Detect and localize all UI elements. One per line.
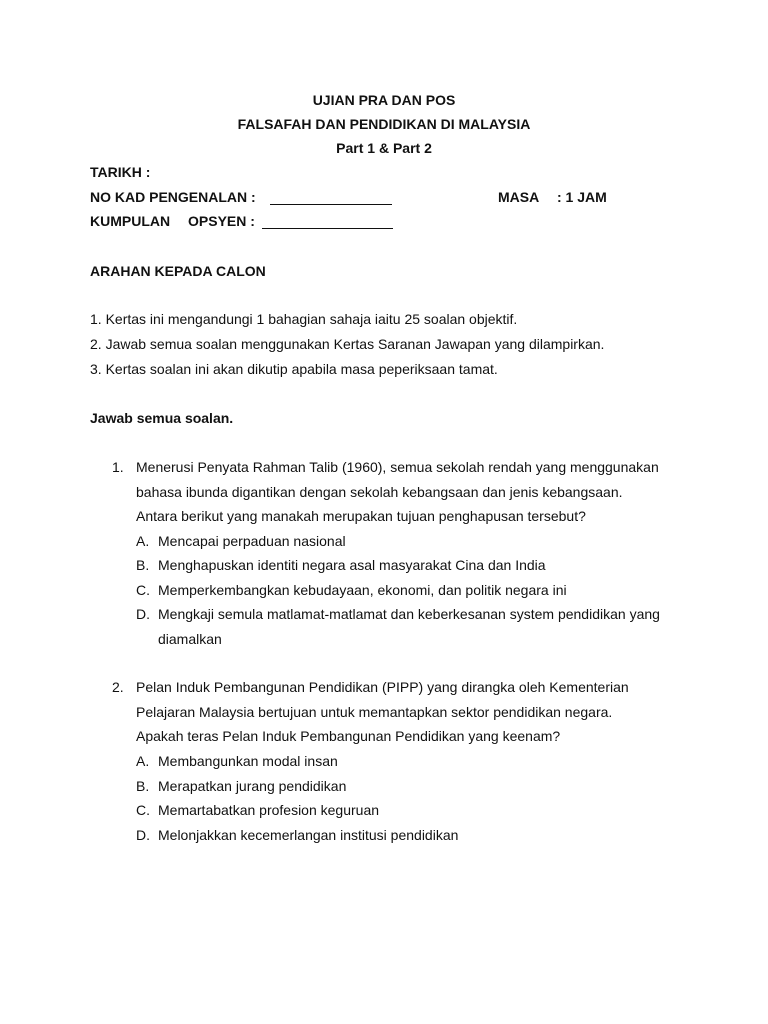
option-text: Mencapai perpaduan nasional bbox=[158, 533, 346, 549]
option-text: Menghapuskan identiti negara asal masyarakat Cina dan India bbox=[158, 557, 546, 573]
question-text-line: bahasa ibunda digantikan dengan sekolah kebangsaan dan jenis kebangsaan. bbox=[136, 484, 623, 500]
instruction-item: 3. Kertas soalan ini akan dikutip apabila masa peperiksaan tamat. bbox=[90, 361, 498, 377]
part-title: Part 1 & Part 2 bbox=[336, 140, 432, 156]
option-text-continued: diamalkan bbox=[158, 631, 222, 647]
opsyen-label: OPSYEN : bbox=[188, 213, 255, 229]
instruction-item: 2. Jawab semua soalan menggunakan Kertas Saranan Jawapan yang dilampirkan. bbox=[90, 336, 605, 352]
subject-title: FALSAFAH DAN PENDIDIKAN DI MALAYSIA bbox=[237, 116, 531, 132]
tarikh-label: TARIKH : bbox=[90, 164, 151, 180]
exam-title: UJIAN PRA DAN POS bbox=[312, 92, 456, 108]
option-letter-a: A. bbox=[136, 753, 150, 769]
option-text: Memartabatkan profesion keguruan bbox=[158, 802, 380, 818]
question-number: 1. bbox=[112, 459, 124, 475]
instructions-heading: ARAHAN KEPADA CALON bbox=[90, 263, 266, 279]
question-text-line: Menerusi Penyata Rahman Talib (1960), semua sekolah rendah yang menggunakan bbox=[136, 459, 659, 475]
option-letter-d: D. bbox=[136, 606, 150, 622]
question-text-line: Pelan Induk Pembangunan Pendidikan (PIPP) yang dirangka oleh Kementerian bbox=[136, 679, 629, 695]
option-letter-c: C. bbox=[136, 802, 150, 818]
masa-value: : 1 JAM bbox=[557, 189, 607, 205]
masa-label: MASA bbox=[498, 189, 540, 205]
option-text: Melonjakkan kecemerlangan institusi pendidikan bbox=[158, 827, 459, 843]
option-letter-b: B. bbox=[136, 778, 150, 794]
option-text: Merapatkan jurang pendidikan bbox=[158, 778, 347, 794]
option-text: Membangunkan modal insan bbox=[158, 753, 338, 769]
question-text-line: Antara berikut yang manakah merupakan tujuan penghapusan tersebut? bbox=[136, 508, 586, 524]
nokad-label: NO KAD PENGENALAN : bbox=[90, 189, 256, 205]
instruction-item: 1. Kertas ini mengandungi 1 bahagian sahaja iaitu 25 soalan objektif. bbox=[90, 311, 518, 327]
option-text: Mengkaji semula matlamat-matlamat dan keberkesanan system pendidikan yang bbox=[158, 606, 660, 622]
option-text: Memperkembangkan kebudayaan, ekonomi, dan politik negara ini bbox=[158, 582, 567, 598]
nokad-blank-line[interactable] bbox=[270, 192, 392, 205]
opsyen-blank-line[interactable] bbox=[262, 216, 393, 229]
question-text-line: Pelajaran Malaysia bertujuan untuk memantapkan sektor pendidikan negara. bbox=[136, 704, 613, 720]
option-letter-a: A. bbox=[136, 533, 150, 549]
option-letter-c: C. bbox=[136, 582, 150, 598]
question-text-line: Apakah teras Pelan Induk Pembangunan Pendidikan yang keenam? bbox=[136, 728, 561, 744]
section-heading: Jawab semua soalan. bbox=[90, 410, 234, 426]
kumpulan-label: KUMPULAN bbox=[90, 213, 171, 229]
option-letter-b: B. bbox=[136, 557, 150, 573]
option-letter-d: D. bbox=[136, 827, 150, 843]
question-number: 2. bbox=[112, 679, 124, 695]
